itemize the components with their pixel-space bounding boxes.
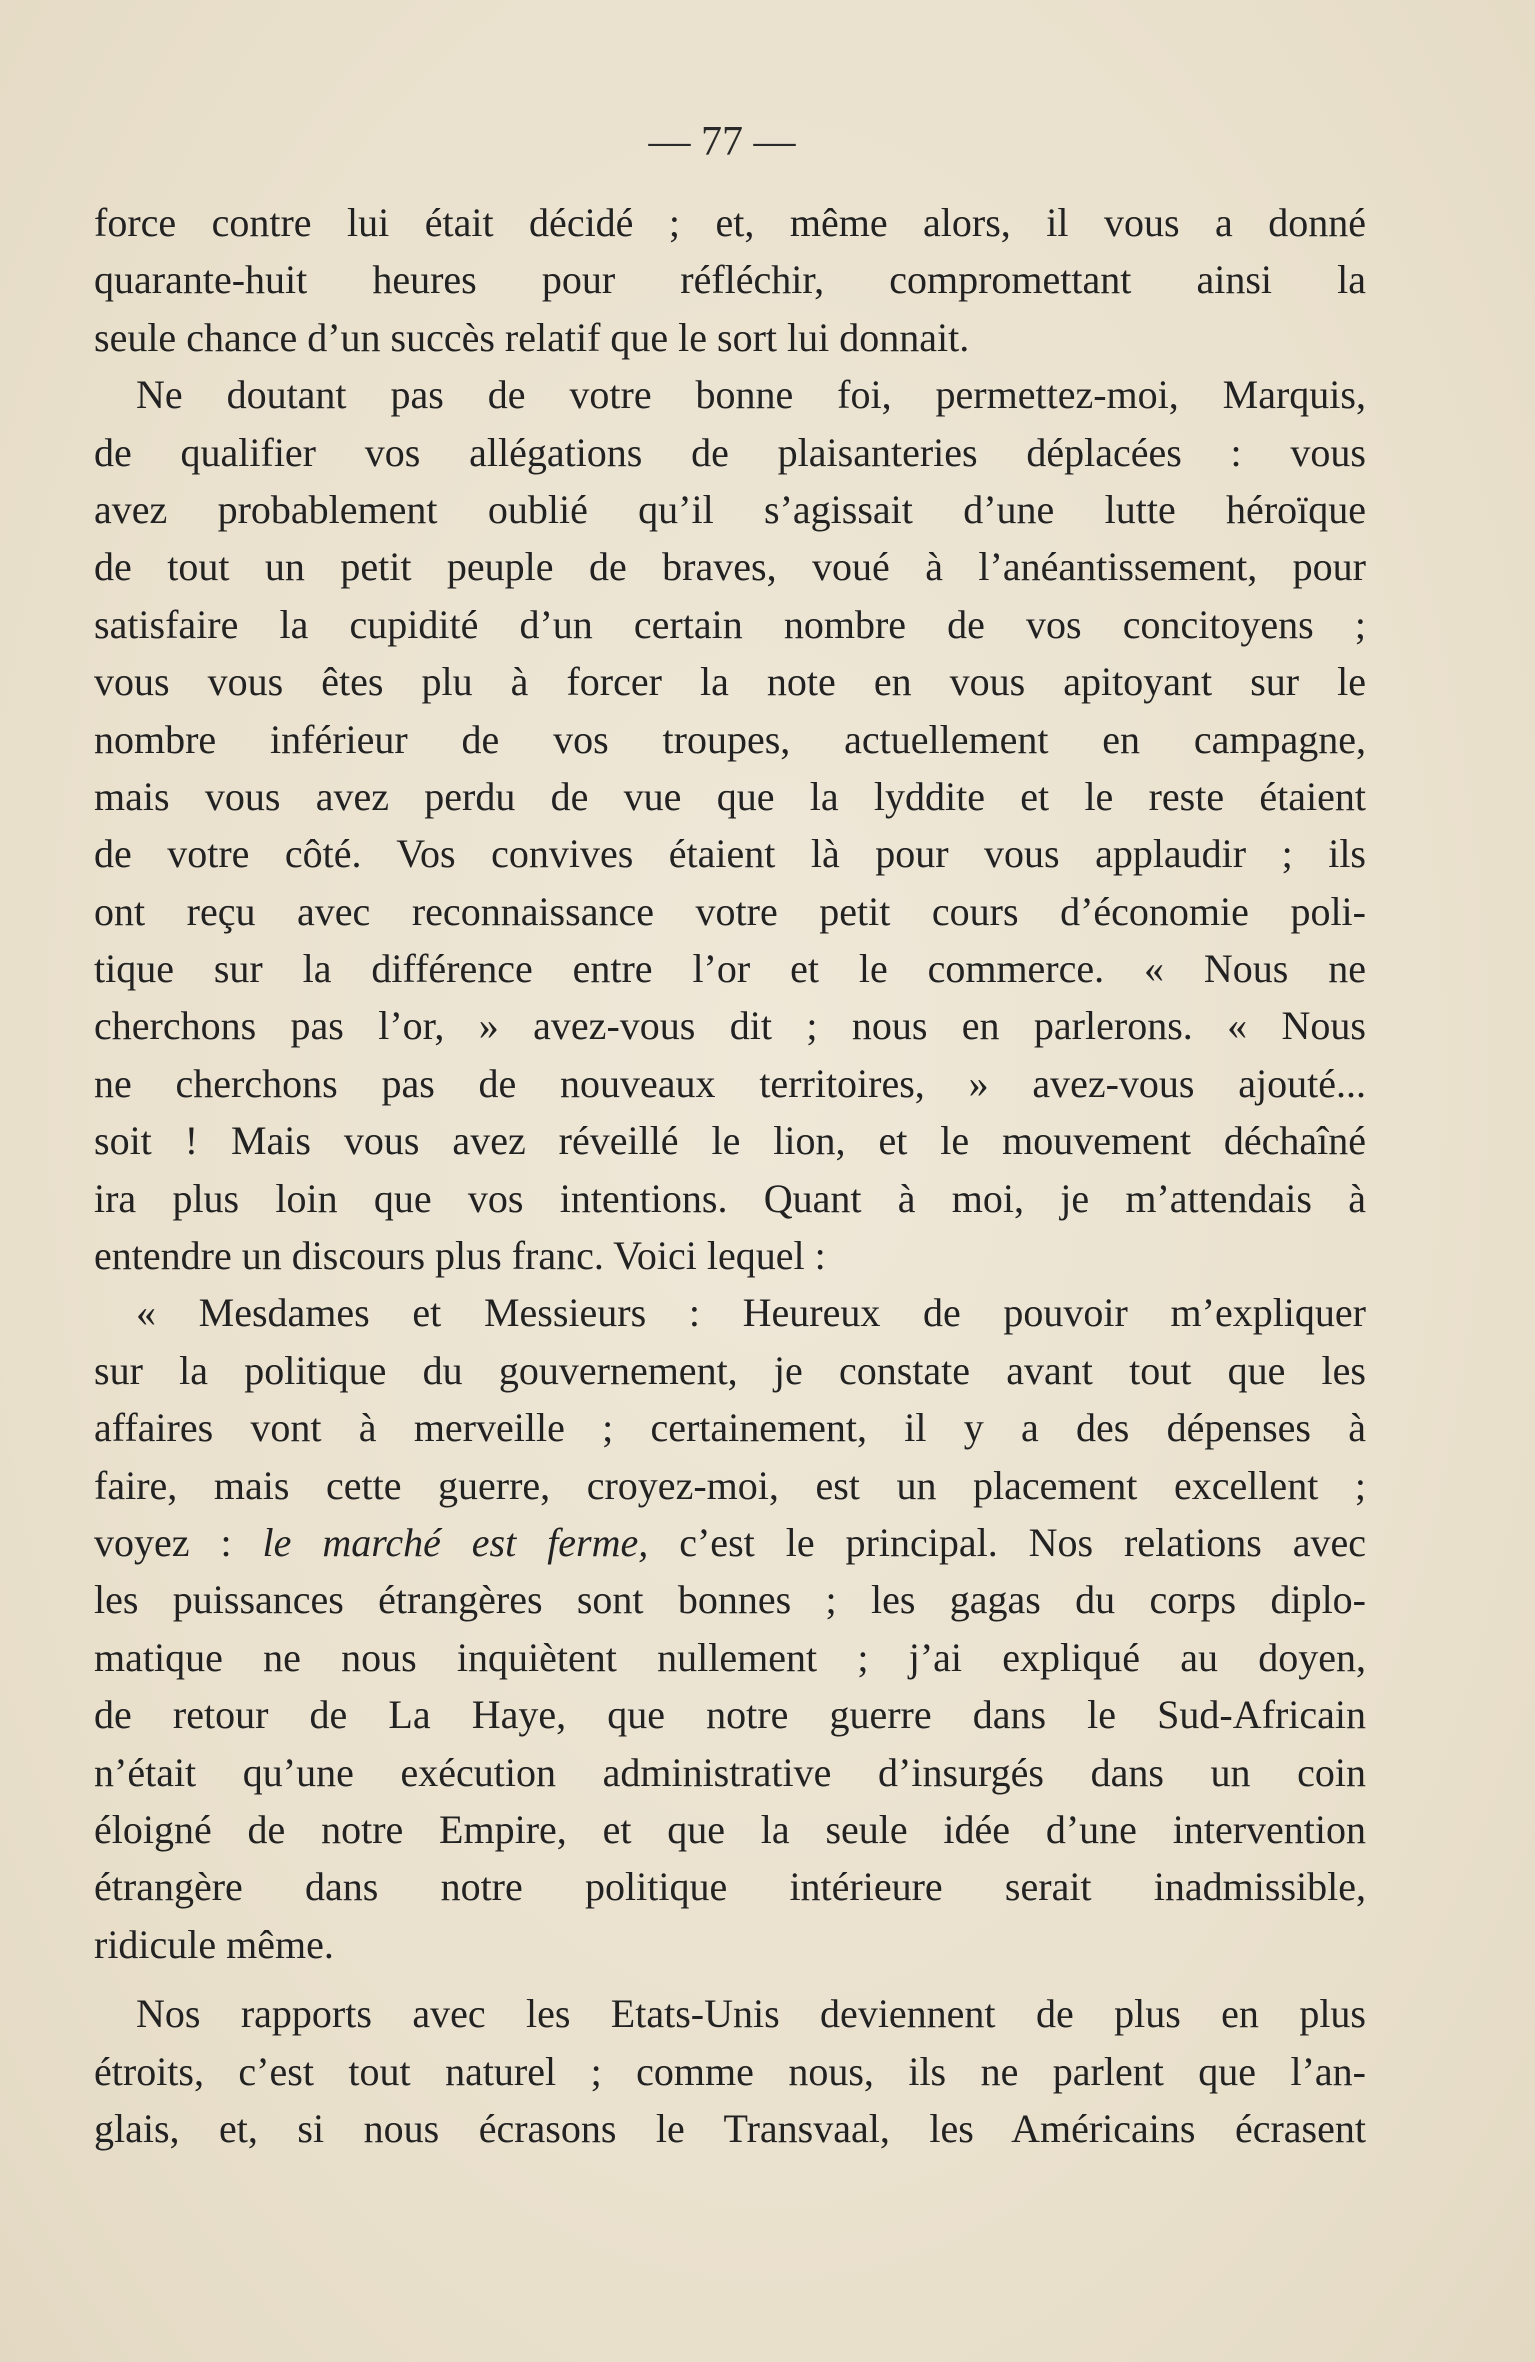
text-line: tique sur la différence entre l’or et le commerce. « Nous ne — [94, 946, 1366, 992]
text-line: vous vous êtes plu à forcer la note en vous apitoyant sur le — [94, 659, 1366, 705]
text-line: mais vous avez perdu de vue que la lyddite et le reste étaient — [94, 773, 1366, 819]
text-line: nombre inférieur de vos troupes, actuellement en campagne, — [94, 716, 1366, 762]
text-line: cherchons pas l’or, » avez-vous dit ; nous en parlerons. « Nous — [94, 1003, 1366, 1049]
text-line: éloigné de notre Empire, et que la seule idée d’une intervention — [94, 1806, 1366, 1852]
text-line: étroits, c’est tout naturel ; comme nous, ils ne parlent que l’an- — [94, 2048, 1366, 2094]
paragraph — [94, 366, 1366, 1284]
page-number: — 77 — — [648, 119, 796, 165]
paragraph — [94, 194, 1366, 366]
paragraph-gap — [94, 1973, 1366, 1985]
text-line: de tout un petit peuple de braves, voué à l’anéantissement, pour — [94, 544, 1366, 590]
text-line: Nos rapports avec les Etats-Unis deviennent de plus en plus — [136, 1991, 1366, 2037]
text-line: de qualifier vos allégations de plaisanteries déplacées : vous — [94, 429, 1366, 475]
text-line: Ne doutant pas de votre bonne foi, permettez-moi, Marquis, — [136, 372, 1366, 418]
text-line: satisfaire la cupidité d’un certain nombre de vos concitoyens ; — [94, 601, 1366, 647]
text-line: soit ! Mais vous avez réveillé le lion, et le mouvement déchaîné — [94, 1118, 1366, 1164]
text-line: ridicule même. — [94, 1921, 334, 1967]
text-line: affaires vont à merveille ; certainement, il y a des dépenses à — [94, 1405, 1366, 1451]
text-fragment: c’est le principal. Nos relations avec — [648, 1519, 1367, 1565]
text-line: seule chance d’un succès relatif que le sort lui donnait. — [94, 314, 970, 360]
text-fragment: voyez : — [94, 1519, 263, 1565]
italic-phrase: le marché est ferme, — [262, 1519, 649, 1565]
text-line: sur la politique du gouvernement, je constate avant tout que les — [94, 1347, 1366, 1393]
text-line: étrangère dans notre politique intérieure serait inadmissible, — [94, 1864, 1366, 1910]
text-line: glais, et, si nous écrasons le Transvaal, les Américains écrasent — [94, 2105, 1366, 2151]
text-line: ne cherchons pas de nouveaux territoires, » avez-vous ajouté... — [94, 1060, 1366, 1106]
text-line: les puissances étrangères sont bonnes ; les gagas du corps diplo- — [94, 1577, 1366, 1623]
paragraph — [94, 1985, 1366, 2157]
text-line: ira plus loin que vos intentions. Quant à moi, je m’attendais à — [94, 1175, 1366, 1221]
text-line-with-italic — [94, 1514, 1366, 1571]
text-line: n’était qu’une exécution administrative d’insurgés dans un coin — [94, 1749, 1366, 1795]
paragraph — [94, 1284, 1366, 1973]
text-line: force contre lui était décidé ; et, même alors, il vous a donné — [94, 200, 1366, 245]
text-line: faire, mais cette guerre, croyez-moi, est un placement excellent ; — [94, 1462, 1366, 1508]
text-line: avez probablement oublié qu’il s’agissait d’une lutte héroïque — [94, 486, 1366, 532]
text-line: quarante-huit heures pour réfléchir, compromettant ainsi la — [94, 257, 1366, 303]
text-line: matique ne nous inquiètent nullement ; j’ai expliqué au doyen, — [94, 1634, 1366, 1680]
text-line: de votre côté. Vos convives étaient là pour vous applaudir ; ils — [94, 831, 1366, 877]
body-text — [94, 194, 1366, 2157]
text-line: « Mesdames et Messieurs : Heureux de pouvoir m’expliquer — [136, 1290, 1366, 1336]
text-line: ont reçu avec reconnaissance votre petit cours d’économie poli- — [94, 888, 1366, 934]
text-line: entendre un discours plus franc. Voici lequel : — [94, 1233, 826, 1279]
text-line: de retour de La Haye, que notre guerre dans le Sud-Africain — [94, 1692, 1366, 1738]
